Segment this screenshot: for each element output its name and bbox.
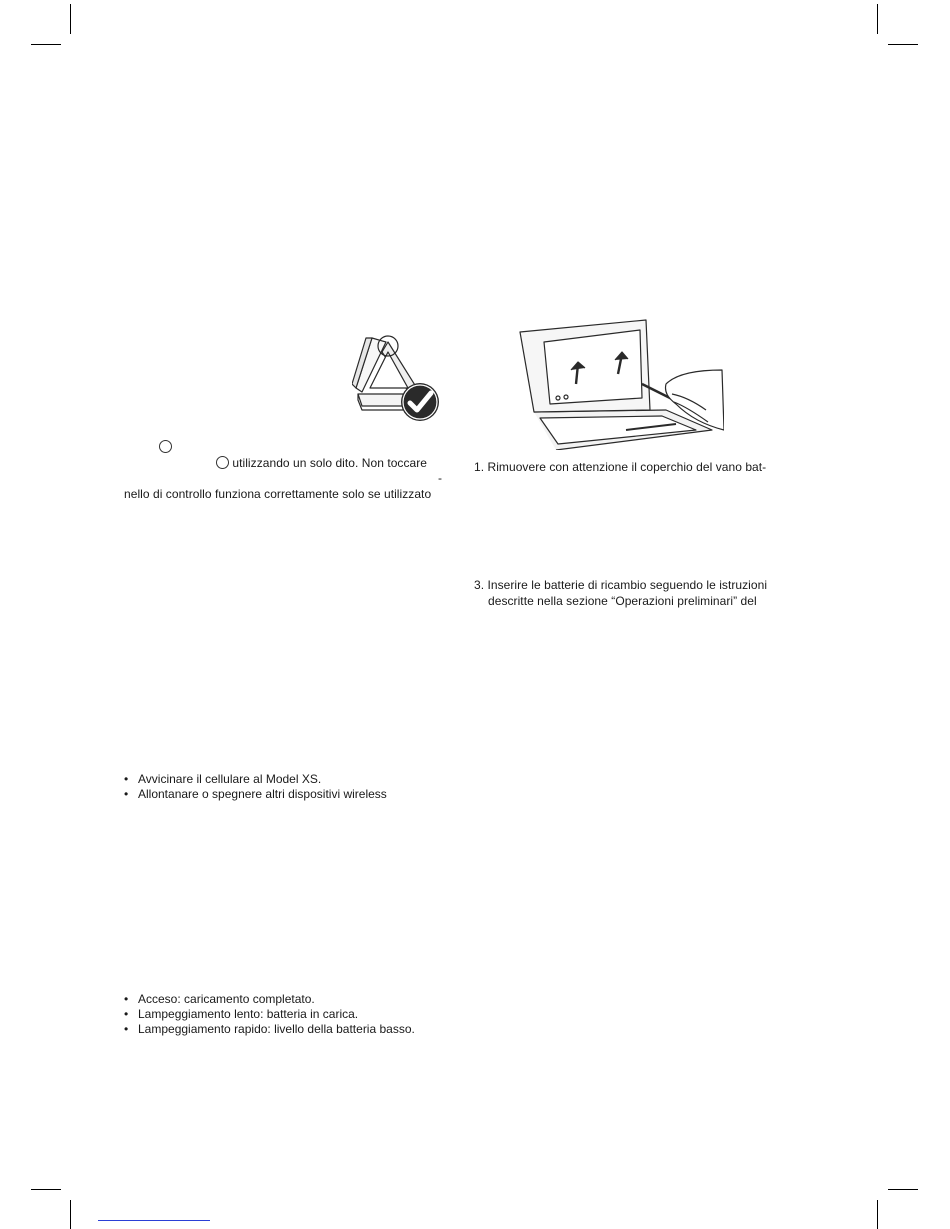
crop-mark-bottom-right-vertical	[877, 1200, 878, 1229]
crop-mark-top-left-horizontal	[31, 44, 61, 45]
battery-cover-removal-illustration	[516, 318, 724, 450]
crop-mark-bottom-right-horizontal	[888, 1189, 918, 1190]
crop-mark-bottom-left-vertical	[70, 1200, 71, 1229]
crop-mark-top-left-vertical	[70, 4, 71, 34]
troubleshooting-bullet-list	[124, 772, 387, 802]
hyphen-fragment: -	[438, 471, 443, 485]
control-marker-icon	[216, 456, 229, 469]
step-3-line-1: 3. Inserire le batterie di ricambio seguendo le istruzioni	[474, 578, 768, 592]
control-marker-icon	[159, 440, 172, 453]
led-status-bullet-list	[124, 992, 415, 1037]
crop-mark-bottom-left-horizontal	[31, 1189, 61, 1190]
crop-mark-top-right-horizontal	[888, 44, 918, 45]
step-1-text: 1. Rimuovere con attenzione il coperchio del vano bat-	[474, 460, 767, 474]
list-item: • Allontanare o spegnere altri dispositivi wireless	[124, 787, 387, 801]
list-item: • Avvicinare il cellulare al Model XS.	[124, 772, 322, 786]
footer-link-underline[interactable]	[98, 1220, 210, 1221]
crop-mark-top-right-vertical	[877, 4, 878, 34]
step-3-line-2: descritte nella sezione “Operazioni preliminari” del	[488, 594, 757, 608]
list-item: • Lampeggiamento rapido: livello della batteria basso.	[124, 1022, 415, 1036]
list-item: • Acceso: caricamento completato.	[124, 992, 315, 1006]
list-item: • Lampeggiamento lento: batteria in carica.	[124, 1007, 359, 1021]
instruction-fragment-1: utilizzando un solo dito. Non toccare	[216, 455, 427, 471]
device-fold-illustration	[352, 330, 444, 422]
instruction-fragment-2: nello di controllo funziona correttamente solo se utilizzato	[124, 487, 432, 501]
